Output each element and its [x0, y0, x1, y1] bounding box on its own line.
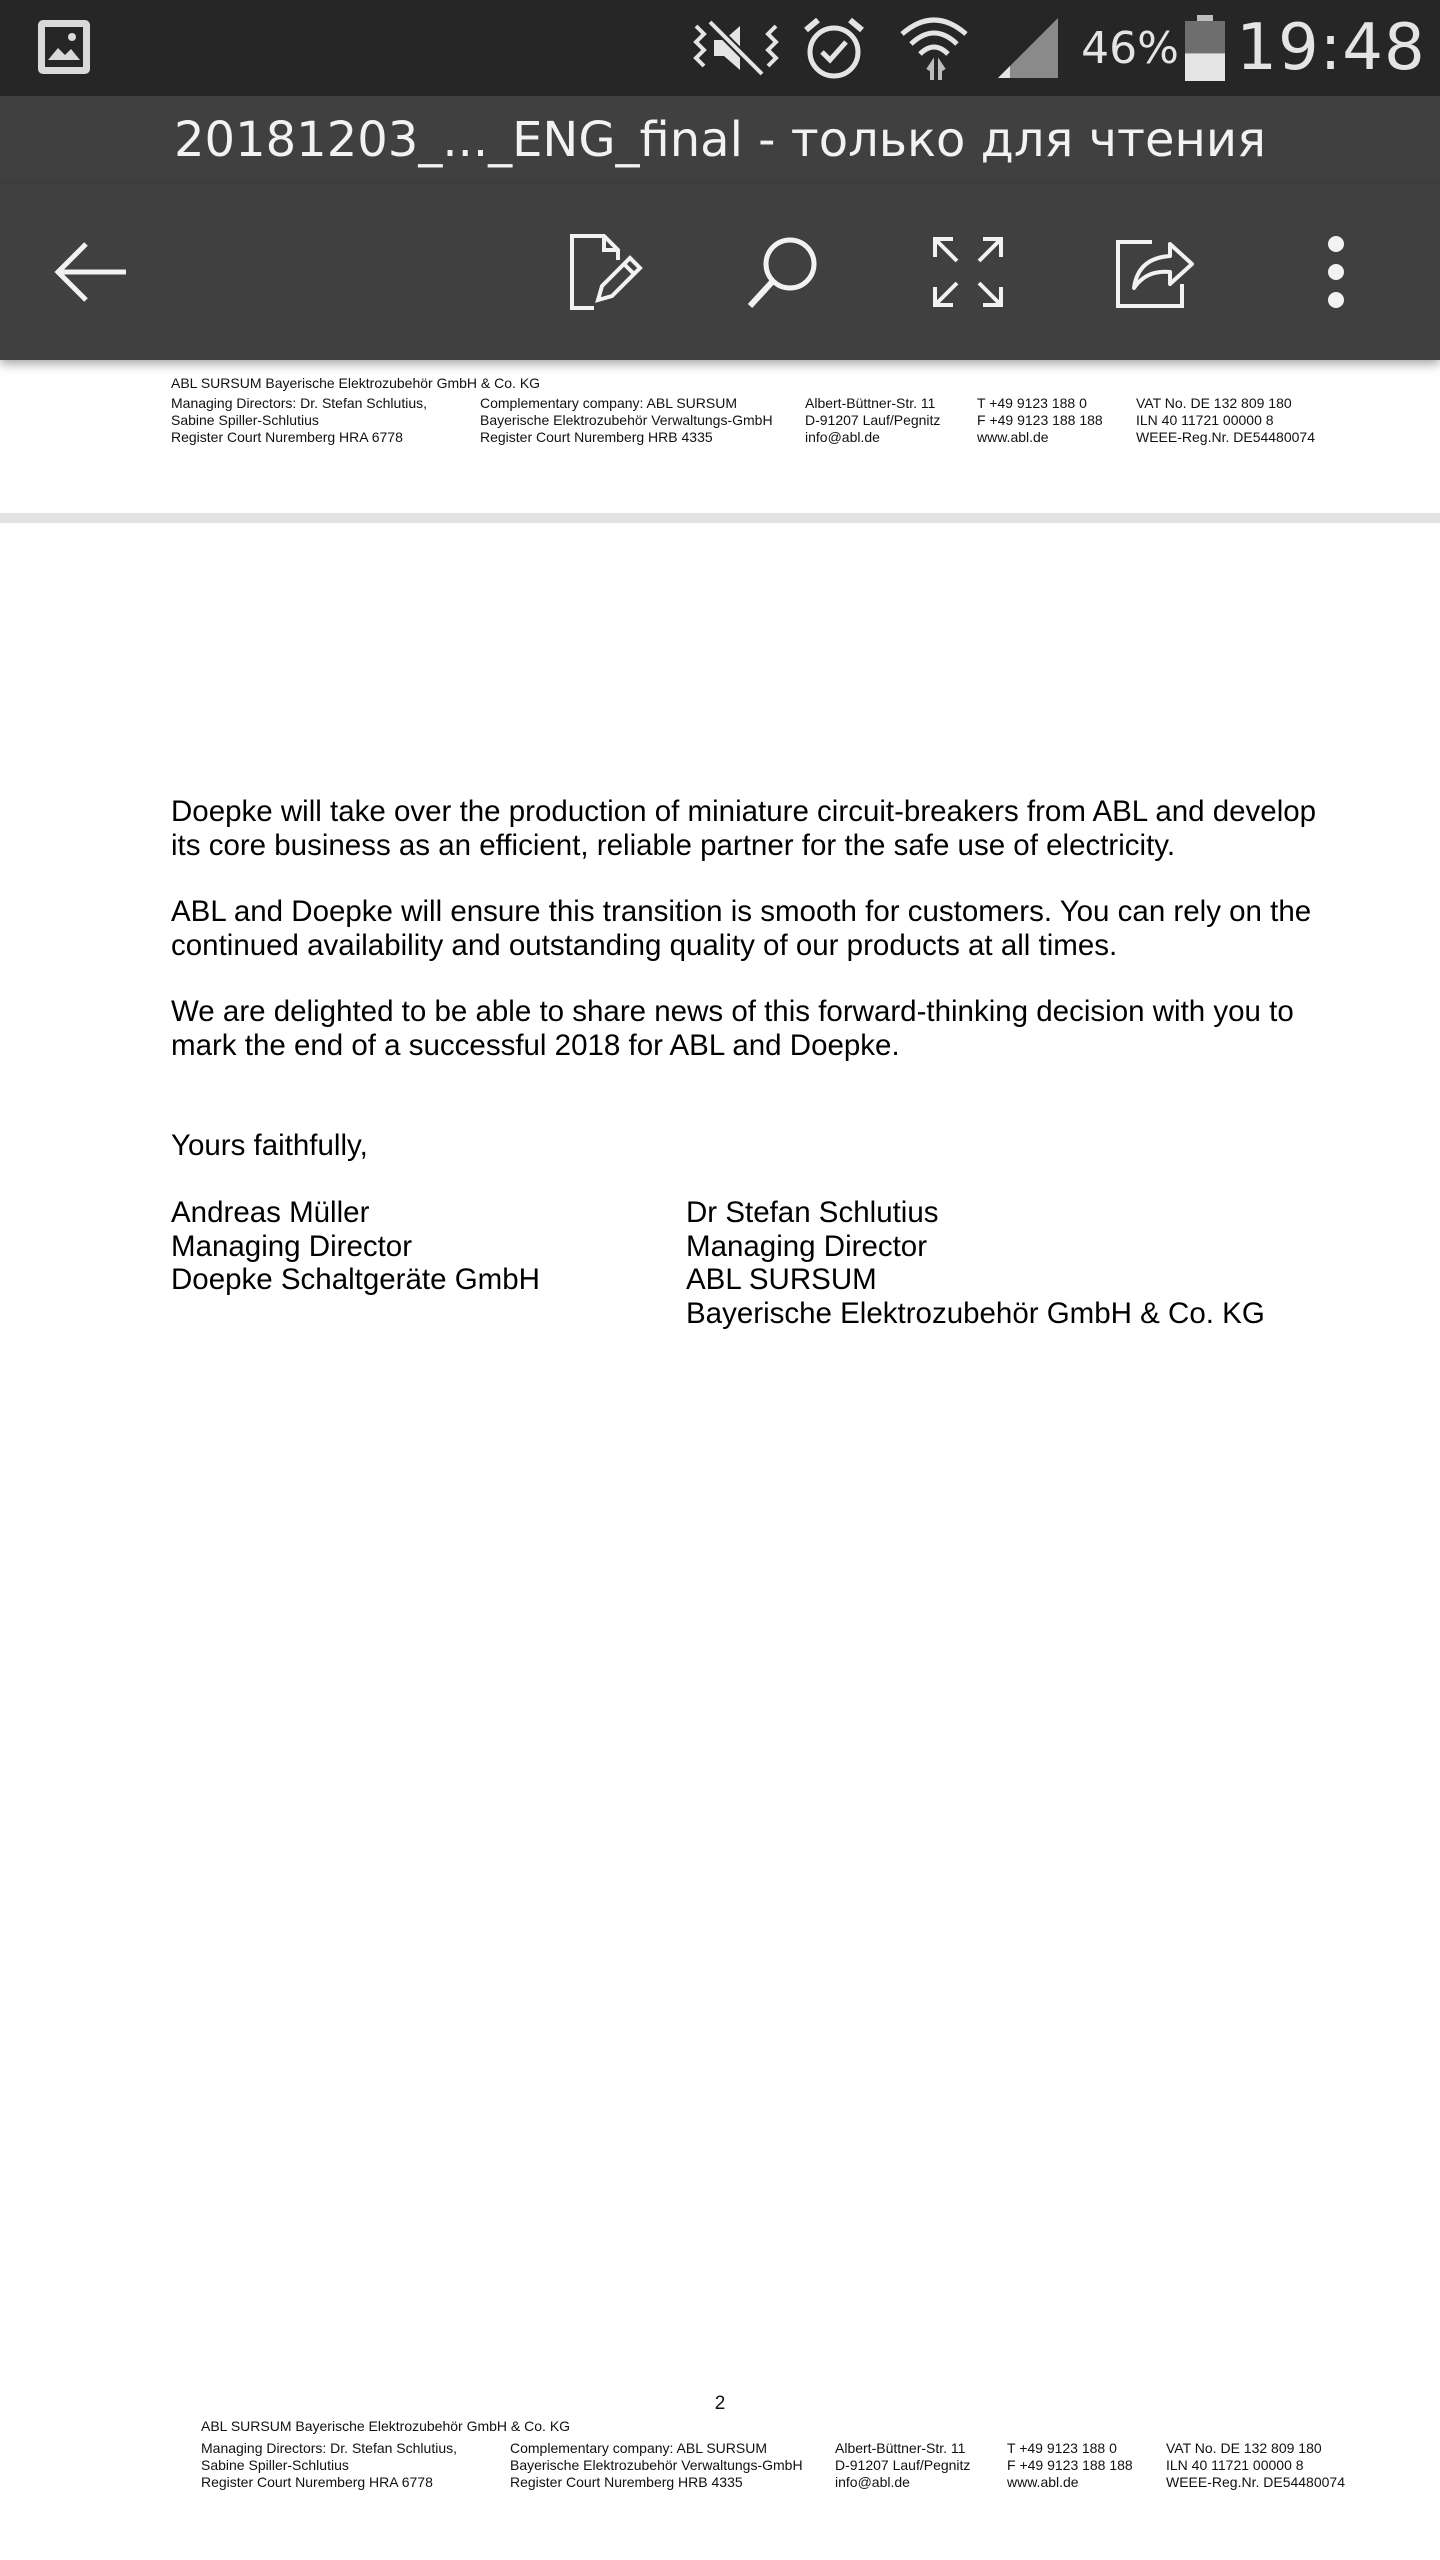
footer-line: D-91207 Lauf/Pegnitz	[835, 2457, 971, 2473]
letter-body	[171, 795, 1321, 1063]
footer-line: Register Court Nuremberg HRB 4335	[480, 429, 713, 445]
title-bar	[0, 96, 1440, 184]
paragraph-line: continued availability and outstanding quality of our products at all times.	[171, 929, 1118, 962]
footer-line: Managing Directors: Dr. Stefan Schlutius,	[201, 2440, 458, 2456]
gallery-notification-icon	[36, 18, 92, 76]
paragraph-line: Doepke will take over the production of miniature circuit-breakers from ABL and develop	[171, 795, 1317, 828]
signatory-name: Andreas Müller	[171, 1196, 370, 1229]
search-icon	[744, 232, 824, 312]
footer-line: Albert-Büttner-Str. 11	[805, 395, 936, 411]
signatory-left	[171, 1196, 540, 1297]
footer-line: VAT No. DE 132 809 180	[1136, 395, 1292, 411]
paragraph	[171, 795, 1321, 863]
footer-line: T +49 9123 188 0	[977, 395, 1087, 411]
footer-line: T +49 9123 188 0	[1007, 2440, 1117, 2456]
toolbar	[0, 184, 1440, 360]
battery-icon	[1184, 14, 1226, 82]
previous-page-footer	[171, 375, 1371, 455]
fullscreen-button[interactable]	[918, 222, 1018, 322]
footer-line: ILN 40 11721 00000 8	[1166, 2457, 1304, 2473]
fullscreen-icon	[931, 235, 1005, 309]
footer-column	[171, 395, 427, 446]
footer-column	[977, 395, 1103, 446]
footer-column	[480, 395, 773, 446]
status-bar	[0, 0, 1440, 96]
wifi-icon	[896, 10, 972, 84]
paragraph-line: its core business as an efficient, reliable partner for the safe use of electricity.	[171, 829, 1176, 862]
footer-column	[1136, 395, 1315, 446]
footer-line: WEEE-Reg.Nr. DE54480074	[1166, 2474, 1345, 2490]
footer-company-name: ABL SURSUM Bayerische Elektrozubehör GmbH & Co. KG	[171, 375, 541, 391]
footer-line: WEEE-Reg.Nr. DE54480074	[1136, 429, 1315, 445]
footer-line: Bayerische Elektrozubehör Verwaltungs-GmbH	[510, 2457, 803, 2473]
back-button[interactable]	[42, 222, 142, 322]
paragraph	[171, 895, 1321, 963]
signatory-title: Managing Director	[171, 1229, 413, 1263]
signatory-right	[686, 1196, 1265, 1330]
signatory-title: Managing Director	[686, 1229, 928, 1263]
signatory-company: ABL SURSUM	[686, 1263, 877, 1296]
footer-line: Register Court Nuremberg HRB 4335	[510, 2474, 743, 2490]
back-arrow-icon	[50, 237, 134, 307]
page-footer	[201, 2418, 1401, 2498]
footer-column	[1007, 2440, 1133, 2491]
footer-line: Sabine Spiller-Schlutius	[201, 2457, 349, 2473]
alarm-icon	[800, 14, 868, 82]
document-title: 20181203_..._ENG_final - только для чтения	[174, 112, 1266, 168]
footer-line: Register Court Nuremberg HRA 6778	[171, 429, 403, 445]
battery-percent: 46%	[1081, 22, 1179, 74]
page-separator	[0, 513, 1440, 523]
footer-column	[201, 2440, 457, 2491]
more-options-button[interactable]	[1286, 222, 1386, 322]
clock: 19:48	[1236, 11, 1426, 85]
footer-line: VAT No. DE 132 809 180	[1166, 2440, 1322, 2456]
signal-icon	[994, 16, 1062, 80]
search-button[interactable]	[734, 222, 834, 322]
more-options-icon	[1324, 234, 1348, 310]
footer-line: F +49 9123 188 188	[1007, 2457, 1133, 2473]
footer-line: Albert-Büttner-Str. 11	[835, 2440, 966, 2456]
footer-email-link[interactable]: info@abl.de	[805, 429, 880, 445]
footer-email-link[interactable]: info@abl.de	[835, 2474, 910, 2490]
signatory-company: Doepke Schaltgeräte GmbH	[171, 1263, 540, 1296]
share-icon	[1112, 232, 1196, 312]
footer-line: Complementary company: ABL SURSUM	[510, 2440, 768, 2456]
footer-line: Complementary company: ABL SURSUM	[480, 395, 738, 411]
footer-column	[835, 2440, 970, 2491]
page-number: 2	[714, 2393, 726, 2414]
footer-line: ILN 40 11721 00000 8	[1136, 412, 1274, 428]
footer-column	[1166, 2440, 1345, 2491]
footer-line: Sabine Spiller-Schlutius	[171, 412, 319, 428]
edit-button[interactable]	[554, 222, 654, 322]
footer-line: F +49 9123 188 188	[977, 412, 1103, 428]
vibrate-muted-icon	[688, 18, 784, 78]
footer-line: Managing Directors: Dr. Stefan Schlutius,	[171, 395, 428, 411]
share-button[interactable]	[1104, 222, 1204, 322]
footer-website-link[interactable]: www.abl.de	[977, 429, 1049, 445]
footer-line: Bayerische Elektrozubehör Verwaltungs-GmbH	[480, 412, 773, 428]
paragraph	[171, 995, 1321, 1063]
footer-line: D-91207 Lauf/Pegnitz	[805, 412, 941, 428]
edit-icon	[564, 230, 644, 314]
signatory-company-line: Bayerische Elektrozubehör GmbH & Co. KG	[686, 1296, 1265, 1330]
footer-column	[510, 2440, 803, 2491]
footer-line: Register Court Nuremberg HRA 6778	[201, 2474, 433, 2490]
paragraph-line: We are delighted to be able to share news of this forward-thinking decision with you to	[171, 995, 1294, 1028]
footer-company-name: ABL SURSUM Bayerische Elektrozubehör GmbH & Co. KG	[201, 2418, 571, 2434]
footer-column	[805, 395, 940, 446]
signatory-name: Dr Stefan Schlutius	[686, 1196, 939, 1229]
paragraph-line: mark the end of a successful 2018 for ABL and Doepke.	[171, 1029, 900, 1062]
footer-website-link[interactable]: www.abl.de	[1007, 2474, 1079, 2490]
closing-salutation: Yours faithfully,	[171, 1129, 368, 1162]
paragraph-line: ABL and Doepke will ensure this transition is smooth for customers. You can rely on the	[171, 895, 1312, 928]
